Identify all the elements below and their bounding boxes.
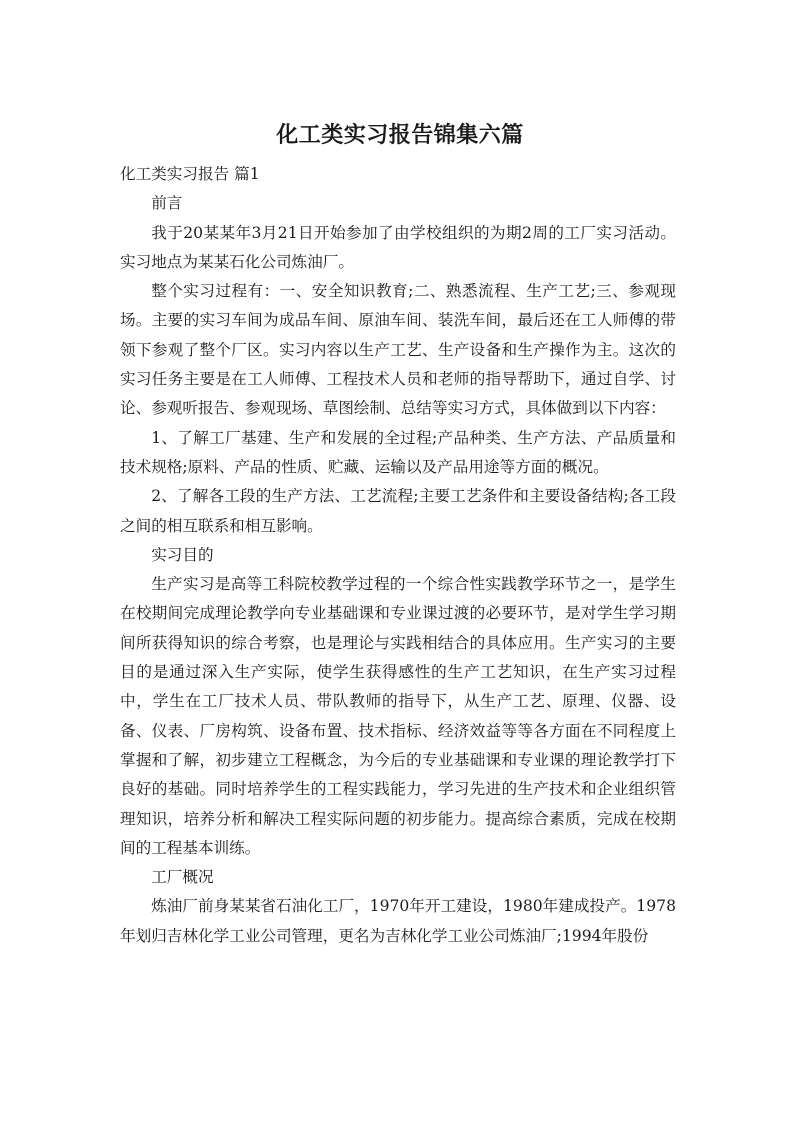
paragraph: 我于20某某年3月21日开始参加了由学校组织的为期2周的工厂实习活动。实习地点为某某石化公司炼油厂。 (120, 223, 676, 271)
document-title: 化工类实习报告锦集六篇 (276, 123, 524, 148)
paragraph: 整个实习过程有：一、安全知识教育;二、熟悉流程、生产工艺;三、参观现场。主要的实习车间为成品车间、原油车间、装洗车间，最后还在工人师傅的带领下参观了整个厂区。实习内容以生产工艺、生产设备和生产操作为主。这次的实习任务主要是在工人师傅、工程技术人员和老师的指导帮助下，通过自学、讨论、参观听报告、参观现场、草图绘制、总结等实习方式，具体做到以下内容： (120, 282, 676, 418)
report-label: 化工类实习报告 篇1 (120, 165, 260, 183)
paragraph: 炼油厂前身某某省石油化工厂，1970年开工建设，1980年建成投产。1978年划归吉林化学工业公司管理，更名为吉林化学工业公司炼油厂;1994年股份 (120, 897, 676, 945)
section-heading-preface: 前言 (151, 194, 183, 213)
paragraph: 生产实习是高等工科院校教学过程的一个综合性实践教学环节之一，是学生在校期间完成理论教学向专业基础课和专业课过渡的必要环节，是对学生学习期间所获得知识的综合考察，也是理论与实践相结合的具体应用。生产实习的主要目的是通过深入生产实际，使学生获得感性的生产工艺知识，在生产实习过程中，学生在工厂技术人员、带队教师的指导下，从生产工艺、原理、仪器、设备、仪表、厂房构筑、设备布置、技术指标、经济效益等等各方面在不同程度上掌握和了解，初步建立工程概念，为今后的专业基础课和专业课的理论教学打下良好的基础。同时培养学生的工程实践能力，学习先进的生产技术和企业组织管理知识，培养分析和解决工程实际问题的初步能力。提高综合素质，完成在校期间的工程基本训练。 (120, 575, 676, 857)
list-item: 2、了解各工段的生产方法、工艺流程;主要工艺条件和主要设备结构;各工段之间的相互联系和相互影响。 (120, 487, 676, 535)
list-item: 1、了解工厂基建、生产和发展的全过程;产品种类、生产方法、产品质量和技术规格;原料、产品的性质、贮藏、运输以及产品用途等方面的概况。 (120, 428, 676, 476)
section-heading-purpose: 实习目的 (151, 545, 214, 564)
section-heading-factory: 工厂概况 (151, 868, 214, 887)
document-body (120, 160, 676, 951)
